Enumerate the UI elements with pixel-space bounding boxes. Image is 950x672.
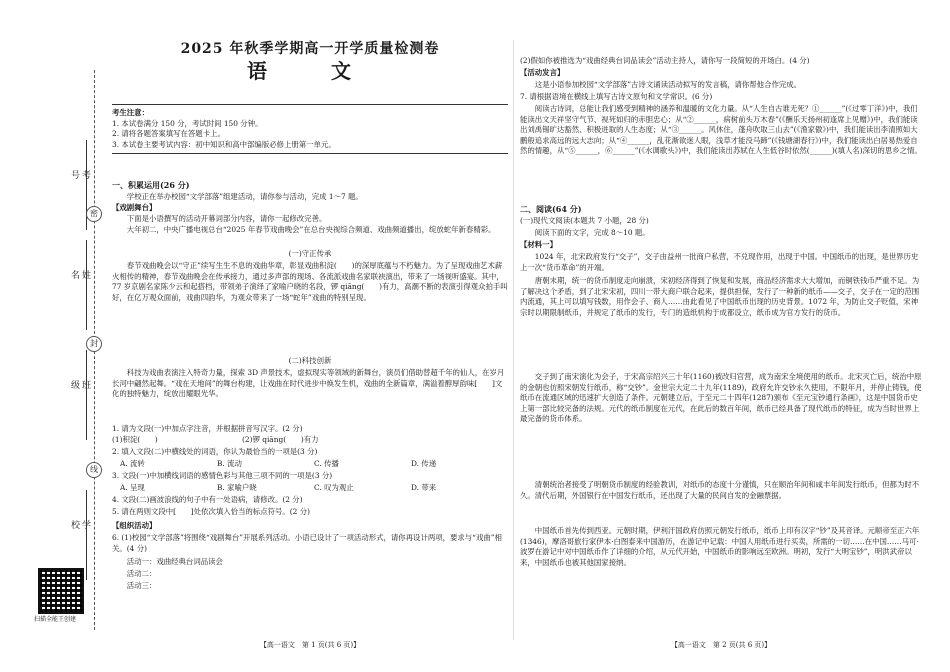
passage-one: 春节戏曲晚会以“守正”续写生生不息的戏曲华章，彰显戏曲积淀( )的深厚底蕴与不朽魅力。为了呈现戏曲艺术薪火相传的精神，春节戏曲晚会在传承接力，通过多声部的现场、各流派戏曲名家联袂演出，带来了一场视听盛宴。其中，77 岁京剧名家陈少云和起搭档，带领弟子演绎了家喻户晓的名段，锣 qiāng( )有力，高潮不断的表演引得观众拍手叫好，在亿万观众面前，戏曲四韵华，为观众带来了一场“蛇年”戏曲的特别呈现。	[112, 261, 508, 302]
reading-intro: 阅读下面的文字，完成 8～10 题。	[534, 228, 650, 237]
subheading: (二)科技创新	[288, 356, 332, 365]
page-footer: 【高一语文 第 2 页(共 6 页)】	[670, 641, 772, 649]
paragraph: 大年初二，中央广播电视总台“2025 年春节戏曲晚会”在总台央视综合频道、戏曲频道播出，绽放蛇年新春精彩。	[126, 225, 496, 234]
page-footer: 【高一语文 第 1 页(共 6 页)】	[259, 641, 361, 649]
question-2-options: A. 流转 B. 流动 C. 传播 D. 传递	[120, 459, 437, 468]
binding-margin	[0, 0, 100, 672]
qr-caption: 扫描全能王创建	[34, 616, 77, 623]
question-5: 5. 请在两则文段中[ ]处依次填入恰当的标点符号。(2 分)	[112, 507, 310, 516]
subsection-heading: (一)现代文阅读(本题共 7 小题，28 分)	[520, 216, 649, 225]
tag-fayan: 【活动发言】	[520, 68, 565, 77]
question-6: 6. (1)校园“文学部落”将围绕“戏剧舞台”开展系列活动。小语已设计了一项活动形式，请你再设计两项，要求与“戏曲”相关。(4 分)	[112, 533, 502, 553]
reading-paragraph: 唐朝末期，统一的货币制度走向崩溃，宋初经济得到了恢复和发展，商品经济需求大大增加，而铜铁钱币严重不足。为了解决这个矛盾，到了北宋宋初，四川一带大商户联合起来，提供担保，发行了一种新的纸币——交子，交子在一定的范围内流通，其上可以填写钱数，用作会子、商人……由此看见了中国纸币出现的历史背景。1072 年，为防止交子贬值，宋神宗时以期限制纸币，并规定了纸币的发行，专门的造纸机构于成都设立，纸币成为官方发行的货币。	[520, 276, 920, 317]
tag-xiqu: 【戏剧舞台】	[112, 203, 157, 212]
seal-mark-mi: 密	[86, 206, 102, 222]
notice-item: 1. 本试卷满分 150 分，考试时间 150 分钟。	[112, 118, 263, 128]
page-2	[520, 0, 922, 672]
reading-paragraph: 中国纸币首先传到西亚。元朝时期，伊利汗国政府仿照元朝发行纸币，纸币上印有汉字“钞”及其音译。元顺帝至正六年(1346)，摩洛哥旅行家伊本·白图泰来中国游历，在游记中记载：中国人用纸币进行买卖，所需的一切……在中国……马可·波罗在游记中对中国纸币作了详细的介绍，从元代开始，中国纸币的影响远至欧洲。明初，发行“大明宝钞”，明洪武帝以来，中国纸币也被其他国家接纳。	[520, 526, 920, 567]
label-xingming: 姓名	[69, 270, 90, 279]
question-1-parts: (1)积淀( ) (2)锣 qiāng( )有力	[112, 435, 319, 444]
question-6-2: (2)假如你被推选为“戏曲经典台词品读会”活动主持人，请你写一段简短的开场白。(4 分)	[520, 56, 810, 65]
exam-title: 2025 年秋季学期高一开学质量检测卷	[180, 41, 440, 57]
question-4: 4. 文段(二)画波浪线的句子中有一处语病，请修改。(2 分)	[112, 495, 303, 504]
label-xuexiao: 学校	[69, 520, 90, 529]
question-3: 3. 文段(一)中加横线词语的感情色彩与其他三项不同的一项是(3 分)	[112, 471, 333, 480]
notice-box	[112, 104, 508, 154]
question-2: 2. 填入文段(二)中横线处的词语，你认为最恰当的一项是(3 分)	[112, 447, 318, 456]
question-7-text: 阅读古诗词，总能让我们感受到精神的涵养和温暖的文化力量。从“人生自古谁无死？①______”(《过零丁洋》)中，我们能读出文天祥坚守气节、视死如归的赤胆忠心；从“②______，病树前头万木春”(《酬乐天扬州初逢席上见赠》)中，我们能读出刘禹锡旷达豁然、积极进取的人生态度；从“③______。风休住，蓬舟吹取三山去”(《渔家傲》)中，我们能读出李清照如大鹏般追求高远的远大志向；从“④______，乱花渐欲迷人眼，浅草才能没马蹄”(《钱塘湖春行》)中，我们能读出白居易热爱自然的情趣，从“⑤______，⑥______”(《水调歌头》)中，我们能读出苏轼在人生低谷时依然(______)(填人名)深切的思乡之情。	[520, 104, 922, 156]
notice-item: 2. 请将各题答案填写在答题卡上。	[112, 129, 225, 139]
question-3-options: A. 呈现 B. 家喻户晓 C. 叹为观止 D. 带来	[120, 483, 437, 492]
question-7: 7. 请根据语境在横线上填写古诗文原句和文学常识。(6 分)	[520, 92, 713, 101]
notice-title: 考生注意：	[112, 108, 149, 117]
reading-paragraph: 1024 年，北宋政府发行“交子”，交子由益州一批商户私营，不兑现作用，出现于中国。中国纸币的出现，是世界历史上一次“货币革命”的开端。	[520, 252, 919, 272]
question-1: 1. 请为文段(一)中加点字注音，并根据拼音写汉字。(2 分)	[112, 424, 303, 433]
paragraph: 这是小语参加校园“文学部落”古诗文诵读活动拟写的发言稿，请你帮他合作完成。	[534, 80, 802, 89]
subject-title: 语 文	[247, 59, 373, 83]
qr-code-image	[38, 568, 84, 614]
page-divider	[513, 40, 514, 640]
reading-paragraph: 清朝统治者接受了明朝货币制度的经验教训，对纸币的态度十分谨慎，只在顺治年间和咸丰年间发行纸币，但都为时不久。清代后期，外国银行在中国发行纸币，还出现了大量的民间自发的金融票据。	[520, 480, 920, 500]
seal-mark-xian: 线	[86, 462, 102, 478]
label-kaohao: 考号	[69, 170, 90, 179]
tag-zuzhi: 【组织活动】	[112, 521, 157, 530]
seal-mark-feng: 封	[86, 336, 102, 352]
task-intro: 学校正在举办校园“文学部落”组建活动，请你参与活动，完成 1～7 题。	[126, 192, 363, 201]
section-heading: 一、积累运用(26 分)	[112, 180, 190, 190]
material-label: 【材料一】	[520, 240, 557, 249]
paragraph: 下面是小语撰写的活动开幕词部分内容，请你一起修改完善。	[126, 214, 327, 223]
reading-paragraph: 交子到了南宋演化为会子，于宋高宗绍兴三十年(1160)被改归官营，成为南宋全境使用的纸币。北宋灭亡后，统治中原的金朝也仿照宋朝发行纸币，称“交钞”。金世宗大定二十九年(1189)，政府允许交钞永久使用，不限年月，并停止铸钱，使纸币在流通区域的迅速扩大创造了条件。元朝建立后，于至元二十四年(1287)颁布《至元宝钞通行条画》，这是中国货币史上第一部比较完备的法规。元代的纸币制度在元代，在此后的数百年间，纸币已经具备了现代纸币的特征，成为当时世界上最完备的货币体系。	[520, 372, 922, 424]
subheading: (一)守正传承	[288, 249, 332, 258]
activity-1: 活动一：戏曲经典台词品读会	[126, 557, 223, 566]
passage-two: 科技为戏曲表演注入特奇力量，探索 3D 声景技术，虚拟现实等领域的新舞台，演员们借助替超千年的仙人，在岁月长河中翩然起舞。“戏在天地间”的舞台构建，让戏曲在时代进步中焕发生机，戏曲的全新篇章，满溢着醇厚韵味[ ]文化的独特魅力，绽放出耀眼光华。	[112, 368, 505, 399]
page-1	[112, 0, 508, 672]
notice-item: 3. 本试卷主要考试内容：初中知识和高中部编版必修上册第一单元。	[112, 139, 336, 149]
section-heading: 二、阅读(64 分)	[520, 204, 582, 214]
activity-2: 活动二：	[126, 569, 157, 578]
label-banji: 班级	[69, 380, 90, 389]
activity-3: 活动三：	[126, 581, 157, 590]
